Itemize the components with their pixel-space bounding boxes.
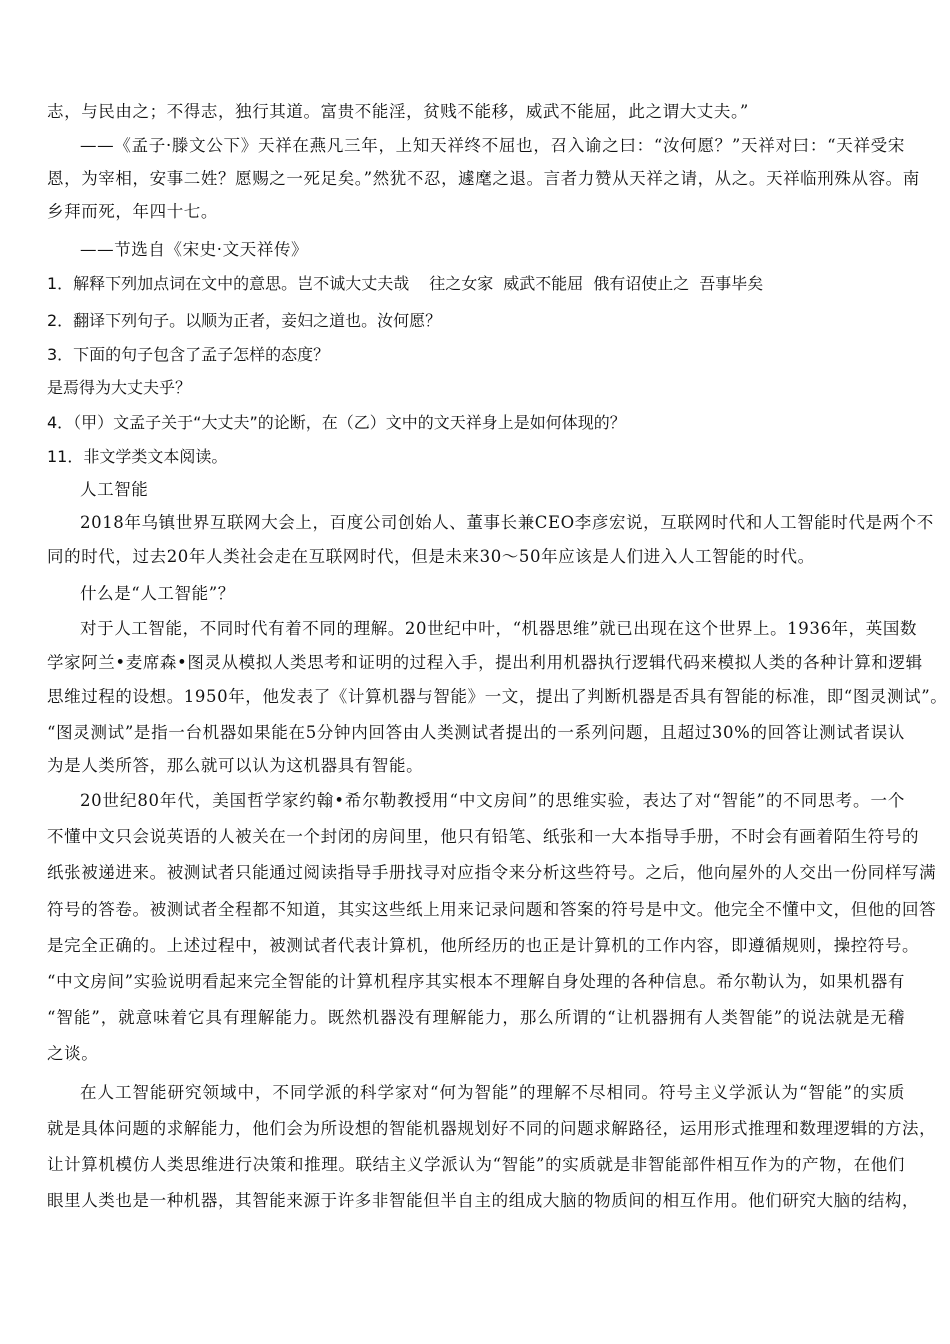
question-2: 2．翻译下列句子。以顺为正者，妾妇之道也。汝何愿？ — [47, 311, 442, 330]
article-paragraph-line: 不懂中文只会说英语的人被关在一个封闭的房间里，他只有铅笔、纸张和一大本指导手册，不时会有画着陌生符号的 — [47, 827, 920, 846]
question-1-prompt: 1．解释下列加点词在文中的意思。 — [47, 274, 298, 293]
article-paragraph-line: 之谈。 — [47, 1044, 99, 1063]
passage-b-source: ——节选自《宋史·文天祥传》 — [80, 240, 309, 259]
article-paragraph-line: 为是人类所答，那么就可以认为这机器具有智能。 — [47, 756, 424, 775]
question-1-item: 威武不能屈 — [503, 274, 584, 293]
article-paragraph-line: 纸张被递进来。被测试者只能通过阅读指导手册找寻对应指令来分析这些符号。之后，他向屋外的人交出一份同样写满 — [47, 863, 937, 882]
article-subtitle: 什么是“人工智能”？ — [80, 584, 235, 603]
question-3: 3．下面的句子包含了孟子怎样的态度？ — [47, 345, 330, 364]
article-paragraph-line: 在人工智能研究领域中，不同学派的科学家对“何为智能”的理解不尽相同。符号主义学派认为“智能”的实质 — [80, 1083, 905, 1102]
article-paragraph-line: “图灵测试”是指一台机器如果能在5分钟内回答由人类测试者提出的一系列问题，且超过30%的回答让测试者误认 — [47, 723, 905, 742]
article-paragraph-line: 2018年乌镇世界互联网大会上，百度公司创始人、董事长兼CEO李彦宏说，互联网时代和人工智能时代是两个不 — [80, 513, 934, 532]
passage-b-line: 恩，为宰相，安事二姓？愿赐之一死足矣。”然犹不忍，遽麾之退。言者力赞从天祥之请，从之。天祥临刑殊从容。南 — [47, 169, 920, 188]
question-1-item: 俄有诏使止之 — [593, 274, 690, 293]
article-paragraph-line: 同的时代，过去20年人类社会走在互联网时代，但是未来30～50年应该是人们进入人工智能的时代。 — [47, 547, 815, 566]
question-1-item: 吾事毕矣 — [699, 274, 764, 293]
question-4: 4．（甲）文孟子关于“大丈夫”的论断，在（乙）文中的文天祥身上是如何体现的？ — [47, 413, 626, 432]
question-3-sentence: 是焉得为大丈夫乎？ — [47, 378, 192, 397]
passage-b-line: 乡拜而死，年四十七。 — [47, 202, 218, 221]
article-paragraph-line: “中文房间”实验说明看起来完全智能的计算机程序其实根本不理解自身处理的各种信息。希尔勒认为，如果机器有 — [47, 972, 905, 991]
article-paragraph-line: 20世纪80年代，美国哲学家约翰•希尔勒教授用“中文房间”的思维实验，表达了对“智能”的不同思考。一个 — [80, 791, 905, 810]
question-1-item: 往之女家 — [429, 274, 494, 293]
question-1-item: 岂不诚大丈夫哉 — [297, 274, 410, 293]
article-paragraph-line: 眼里人类也是一种机器，其智能来源于许多非智能但半自主的组成大脑的物质间的相互作用。他们研究大脑的结构， — [47, 1191, 920, 1210]
passage-a-line: 志，与民由之；不得志，独行其道。富贵不能淫，贫贱不能移，威武不能屈，此之谓大丈夫。” — [47, 102, 749, 121]
article-paragraph-line: “智能”，就意味着它具有理解能力。既然机器没有理解能力，那么所谓的“让机器拥有人类智能”的说法就是无稽 — [47, 1008, 905, 1027]
article-paragraph-line: 是完全正确的。上述过程中，被测试者代表计算机，他所经历的也正是计算机的工作内容，即遵循规则，操控符号。 — [47, 936, 920, 955]
section-11-heading: 11．非文学类文本阅读。 — [47, 447, 228, 466]
article-paragraph-line: 就是具体问题的求解能力，他们会为所设想的智能机器规划好不同的问题求解路径，运用形式推理和数理逻辑的方法， — [47, 1119, 937, 1138]
article-paragraph-line: 让计算机模仿人类思维进行决策和推理。联结主义学派认为“智能”的实质就是非智能部件相互作为的产物，在他们 — [47, 1155, 905, 1174]
article-title: 人工智能 — [80, 480, 149, 499]
article-paragraph-line: 符号的答卷。被测试者全程都不知道，其实这些纸上用来记录问题和答案的符号是中文。他完全不懂中文，但他的回答 — [47, 900, 937, 919]
article-paragraph-line: 学家阿兰•麦席森•图灵从模拟人类思考和证明的过程入手，提出利用机器执行逻辑代码来模拟人类的各种计算和逻辑 — [47, 653, 923, 672]
question-1 — [47, 273, 763, 295]
passage-source-and-b-start: ——《孟子·滕文公下》天祥在燕凡三年，上知天祥终不屈也，召入谕之曰：“汝何愿？”天祥对曰：“天祥受宋 — [80, 136, 905, 155]
article-paragraph-line: 思维过程的设想。1950年，他发表了《计算机器与智能》一文，提出了判断机器是否具有智能的标准，即“图灵测试”。 — [47, 687, 948, 706]
article-paragraph-line: 对于人工智能，不同时代有着不同的理解。20世纪中叶，“机器思维”就已出现在这个世界上。1936年，英国数 — [80, 619, 918, 638]
